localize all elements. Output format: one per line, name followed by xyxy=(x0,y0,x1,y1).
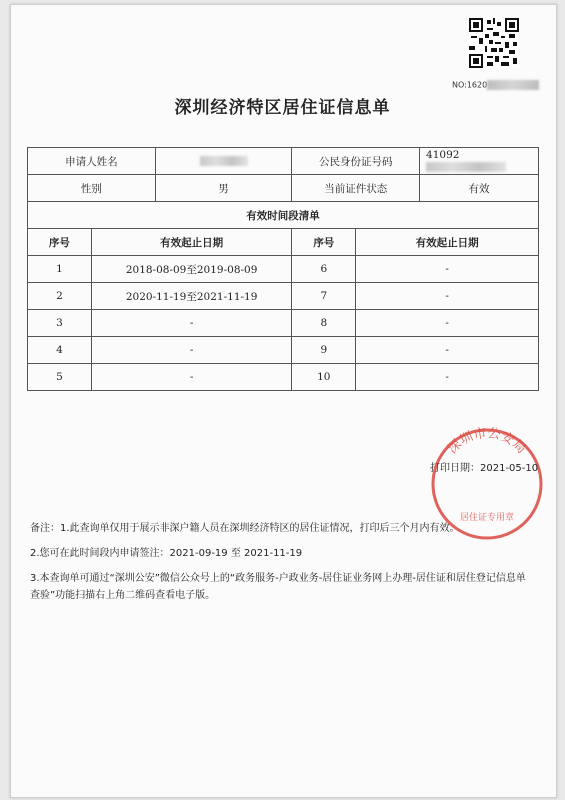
seq-cell: 7 xyxy=(292,283,356,310)
date-cell: 2018-08-09至2019-08-09 xyxy=(91,256,292,283)
date-cell: - xyxy=(356,310,539,337)
seq-cell: 1 xyxy=(28,256,92,283)
table-row xyxy=(28,283,539,310)
seq-cell: 5 xyxy=(28,364,92,391)
col-date-left: 有效起止日期 xyxy=(91,229,292,256)
seal-text-top: 深圳市公安局 xyxy=(445,426,529,457)
date-cell: - xyxy=(356,283,539,310)
seq-cell: 2 xyxy=(28,283,92,310)
seq-cell: 4 xyxy=(28,337,92,364)
table-row xyxy=(28,310,539,337)
print-date: 打印日期：2021-05-10 xyxy=(430,463,539,474)
date-cell: - xyxy=(91,310,292,337)
page-title: 深圳经济特区居住证信息单 xyxy=(174,98,391,118)
date-cell: 2020-11-19至2021-11-19 xyxy=(91,283,292,310)
id-number-value: 41092 xyxy=(420,148,539,175)
col-date-right: 有效起止日期 xyxy=(356,229,539,256)
table-row xyxy=(28,337,539,364)
document-page xyxy=(10,4,557,798)
applicant-name-label: 申请人姓名 xyxy=(28,148,156,175)
col-seq-right: 序号 xyxy=(292,229,356,256)
id-number-label: 公民身份证号码 xyxy=(292,148,420,175)
info-table xyxy=(27,147,539,391)
date-cell: - xyxy=(356,256,539,283)
qr-code xyxy=(469,18,519,68)
notes-section xyxy=(30,520,535,612)
status-value: 有效 xyxy=(420,175,539,202)
note-1: 备注：1.此查询单仅用于展示非深户籍人员在深圳经济特区的居住证情况，打印后三个月内有效。 xyxy=(30,523,460,534)
table-row xyxy=(28,256,539,283)
seal-text-bottom: 居住证专用章 xyxy=(459,513,515,523)
seq-cell: 8 xyxy=(292,310,356,337)
seq-cell: 10 xyxy=(292,364,356,391)
seq-cell: 3 xyxy=(28,310,92,337)
date-cell: - xyxy=(91,337,292,364)
applicant-name-value xyxy=(155,148,292,175)
status-label: 当前证件状态 xyxy=(292,175,420,202)
gender-value: 男 xyxy=(155,175,292,202)
seq-cell: 9 xyxy=(292,337,356,364)
table-row xyxy=(28,364,539,391)
date-cell: - xyxy=(356,364,539,391)
note-3: 3.本查询单可通过“深圳公安”微信公众号上的“政务服务-户政业务-居住证业务网上办理-居住证和居住登记信息单查验”功能扫描右上角二维码查看电子版。 xyxy=(30,573,526,601)
date-cell: - xyxy=(91,364,292,391)
document-number: NO:1620 xyxy=(452,80,539,90)
gender-label: 性别 xyxy=(28,175,156,202)
col-seq-left: 序号 xyxy=(28,229,92,256)
note-2: 2.您可在此时间段内申请签注：2021-09-19 至 2021-11-19 xyxy=(30,548,303,559)
period-section-title: 有效时间段清单 xyxy=(28,202,539,229)
date-cell: - xyxy=(356,337,539,364)
seq-cell: 6 xyxy=(292,256,356,283)
